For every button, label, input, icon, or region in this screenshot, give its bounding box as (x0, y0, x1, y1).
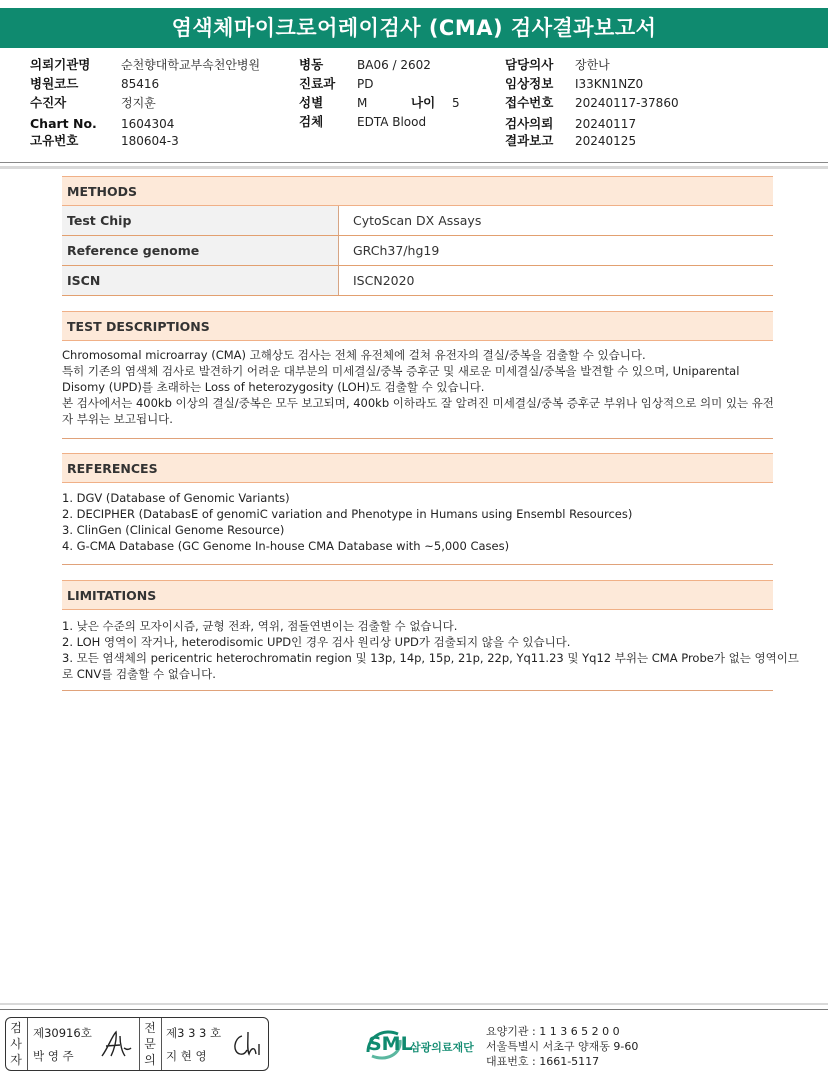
age-value: 5 (452, 96, 460, 110)
methods-row-value: GRCh37/hg19 (353, 243, 440, 258)
age-label: 나이 (411, 95, 436, 110)
descriptions-line: 자 부위는 보고됩니다. (62, 412, 173, 426)
descriptions-line: Chromosomal microarray (CMA) 고해상도 검사는 전체 유전체에 걸쳐 유전자의 결실/중복을 검출할 수 있습니다. (62, 348, 646, 362)
header-divider (0, 162, 828, 163)
specialist-license-no: 제3 3 3 호 (166, 1026, 222, 1040)
signature-box-divider (27, 1018, 28, 1070)
limitations-section (62, 580, 799, 691)
footer-divider-shadow (0, 1003, 828, 1005)
methods-row-label: Reference genome (62, 236, 339, 265)
methods-heading: METHODS (62, 176, 773, 206)
organization-name: 삼광의료재단 (410, 1041, 474, 1054)
sml-logo-text: SML (368, 1033, 413, 1055)
descriptions-line: 본 검사에서는 400kb 이상의 결실/중복은 모두 보고되며, 400kb 이하라도 잘 알려진 미세결실/중복 증후군 부위나 임상적으로 의미 있는 유전 (62, 396, 774, 410)
signature-box (5, 1017, 269, 1071)
hospital-code-label: 병원코드 (30, 76, 79, 91)
methods-row-reference-genome (62, 236, 773, 266)
organization-code: 요양기관 : 1 1 3 6 5 2 0 0 (486, 1025, 620, 1038)
patient-name-label: 수진자 (30, 95, 67, 110)
descriptions-line: 특히 기존의 염색체 검사로 발견하기 어려운 대부분의 미세결실/중복 증후군 및 새로운 미세결실/중복을 발견할 수 있으며, Uniparental (62, 364, 740, 378)
limitation-item: 3. 모든 염색체의 pericentric heterochromatin region 및 13p, 14p, 15p, 21p, 22p, Yq11.23 및 Yq12 부위는 CMA Probe가 없는 영역이므 (62, 651, 799, 665)
sex-label: 성별 (299, 95, 324, 110)
signature-box-divider (161, 1018, 162, 1070)
organization-phone: 대표번호 : 1661-5117 (486, 1055, 600, 1068)
limitation-item: 1. 낮은 수준의 모자이시즘, 균형 전좌, 역위, 점돌연변이는 검출할 수 없습니다. (62, 619, 458, 633)
references-bottom-rule (62, 564, 773, 565)
specialist-name: 지 현 영 (166, 1049, 207, 1063)
limitation-item: 로 CNV를 검출할 수 없습니다. (62, 667, 216, 681)
sex-value: M (357, 96, 368, 110)
department-label: 진료과 (299, 76, 336, 91)
hospital-code-value: 85416 (121, 77, 160, 91)
references-section (62, 453, 773, 565)
unique-id-label: 고유번호 (30, 133, 79, 148)
descriptions-line: Disomy (UPD)를 초래하는 Loss of heterozygosity (LOH)도 검출할 수 있습니다. (62, 380, 485, 394)
receipt-no-value: 20240117-37860 (575, 96, 679, 110)
methods-section (62, 176, 773, 296)
request-date-label: 검사의뢰 (505, 116, 554, 131)
limitation-item: 2. LOH 영역이 작거나, heterodisomic UPD인 경우 검사 원리상 UPD가 검출되지 않을 수 있습니다. (62, 635, 571, 649)
reference-item: 2. DECIPHER (DatabasE of genomiC variation and Phenotype in Humans using Ensembl Resources) (62, 507, 633, 521)
specialist-signature-icon (228, 1028, 264, 1062)
reference-item: 1. DGV (Database of Genomic Variants) (62, 491, 290, 505)
methods-row-test-chip (62, 206, 773, 236)
descriptions-section (62, 311, 773, 439)
doctor-label: 담당의사 (505, 57, 554, 72)
specimen-value: EDTA Blood (357, 115, 427, 129)
limitations-heading: LIMITATIONS (62, 580, 773, 610)
descriptions-text (62, 341, 773, 427)
department-value: PD (357, 77, 374, 91)
report-date-label: 결과보고 (505, 133, 554, 148)
receipt-no-label: 접수번호 (505, 95, 554, 110)
specimen-label: 검체 (299, 114, 324, 129)
request-date-value: 20240117 (575, 117, 637, 131)
examiner-name: 박 영 주 (33, 1049, 74, 1063)
unique-id-value: 180604-3 (121, 134, 179, 148)
chart-no-value: 1604304 (121, 117, 175, 131)
examiner-signature-icon (98, 1028, 134, 1062)
references-heading: REFERENCES (62, 453, 773, 483)
requesting-institution-label: 의뢰기관명 (30, 57, 91, 72)
ward-value: BA06 / 2602 (357, 58, 431, 72)
examiner-license-no: 제30916호 (33, 1026, 92, 1040)
methods-row-label: Test Chip (62, 206, 339, 235)
footer-divider (0, 1009, 828, 1010)
requesting-institution-value: 순천향대학교부속천안병원 (121, 58, 261, 72)
header-divider-shadow (0, 166, 828, 169)
references-text (62, 483, 773, 554)
methods-row-value: ISCN2020 (353, 273, 415, 288)
report-date-value: 20240125 (575, 134, 637, 148)
signature-box-divider (139, 1018, 140, 1070)
report-title: 염색체마이크로어레이검사 (CMA) 검사결과보고서 (0, 8, 828, 48)
limitations-text (62, 610, 799, 682)
descriptions-bottom-rule (62, 438, 773, 439)
descriptions-heading: TEST DESCRIPTIONS (62, 311, 773, 341)
specialist-label: 전 문 의 (144, 1021, 156, 1067)
ward-label: 병동 (299, 57, 324, 72)
chart-no-label: Chart No. (30, 116, 97, 131)
organization-address: 서울특별시 서초구 양재동 9-60 (486, 1040, 639, 1053)
methods-row-value: CytoScan DX Assays (353, 213, 482, 228)
methods-row-iscn (62, 266, 773, 296)
methods-row-label: ISCN (62, 266, 339, 295)
doctor-value: 장한나 (575, 58, 610, 72)
patient-name-value: 정지훈 (121, 96, 156, 110)
reference-item: 4. G-CMA Database (GC Genome In-house CMA Database with ~5,000 Cases) (62, 539, 510, 553)
clinical-info-label: 임상정보 (505, 76, 554, 91)
examiner-label: 검 사 자 (10, 1021, 22, 1067)
limitations-bottom-rule (62, 690, 773, 691)
reference-item: 3. ClinGen (Clinical Genome Resource) (62, 523, 285, 537)
clinical-info-value: I33KN1NZ0 (575, 77, 644, 91)
